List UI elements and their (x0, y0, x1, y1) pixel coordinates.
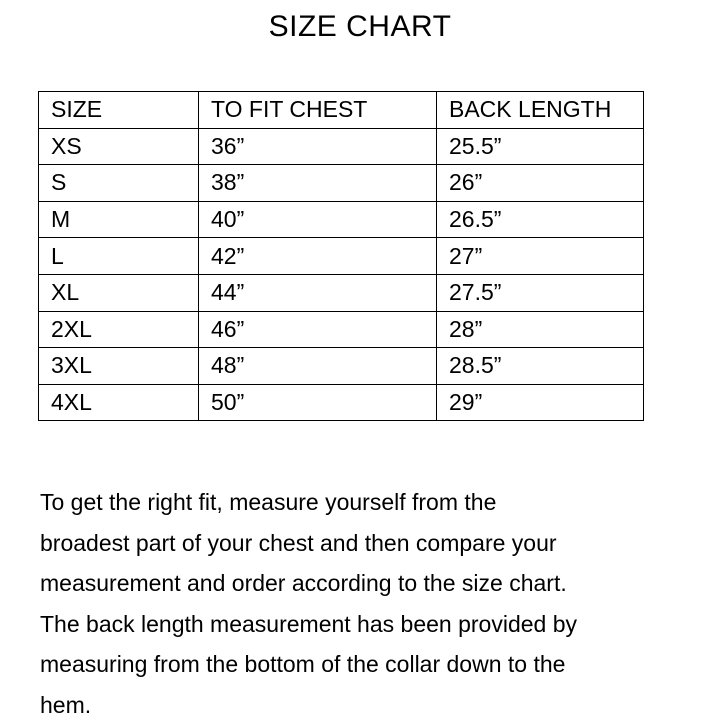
cell-size: XL (39, 274, 199, 311)
cell-chest: 40” (199, 201, 437, 238)
table-row (39, 311, 644, 348)
cell-back-length: 28” (437, 311, 644, 348)
header-size: SIZE (39, 92, 199, 129)
table-row (39, 201, 644, 238)
cell-chest: 50” (199, 384, 437, 421)
table-header-row (39, 92, 644, 129)
fit-instructions-text: To get the right fit, measure yourself from the broadest part of your chest and then compare your measurement and order according to the size chart. The back length measurement has been provided by measuring from the bottom of the collar down to the hem. (40, 489, 577, 718)
cell-chest: 36” (199, 128, 437, 165)
table-row (39, 274, 644, 311)
cell-back-length: 26.5” (437, 201, 644, 238)
cell-size: L (39, 238, 199, 275)
cell-size: 4XL (39, 384, 199, 421)
cell-size: XS (39, 128, 199, 165)
cell-chest: 38” (199, 165, 437, 202)
cell-back-length: 26” (437, 165, 644, 202)
table-row (39, 348, 644, 385)
fit-instructions (40, 482, 700, 726)
cell-size: S (39, 165, 199, 202)
header-to-fit-chest: TO FIT CHEST (199, 92, 437, 129)
cell-back-length: 27.5” (437, 274, 644, 311)
table-row (39, 128, 644, 165)
table-row (39, 238, 644, 275)
table-row (39, 384, 644, 421)
cell-size: M (39, 201, 199, 238)
cell-chest: 46” (199, 311, 437, 348)
cell-back-length: 27” (437, 238, 644, 275)
cell-chest: 48” (199, 348, 437, 385)
size-table-body (39, 92, 644, 421)
cell-size: 2XL (39, 311, 199, 348)
cell-chest: 42” (199, 238, 437, 275)
page-title: SIZE CHART (268, 10, 452, 43)
cell-size: 3XL (39, 348, 199, 385)
cell-back-length: 25.5” (437, 128, 644, 165)
header-back-length: BACK LENGTH (437, 92, 644, 129)
size-table (38, 91, 644, 421)
cell-back-length: 29” (437, 384, 644, 421)
table-row (39, 165, 644, 202)
cell-chest: 44” (199, 274, 437, 311)
cell-back-length: 28.5” (437, 348, 644, 385)
